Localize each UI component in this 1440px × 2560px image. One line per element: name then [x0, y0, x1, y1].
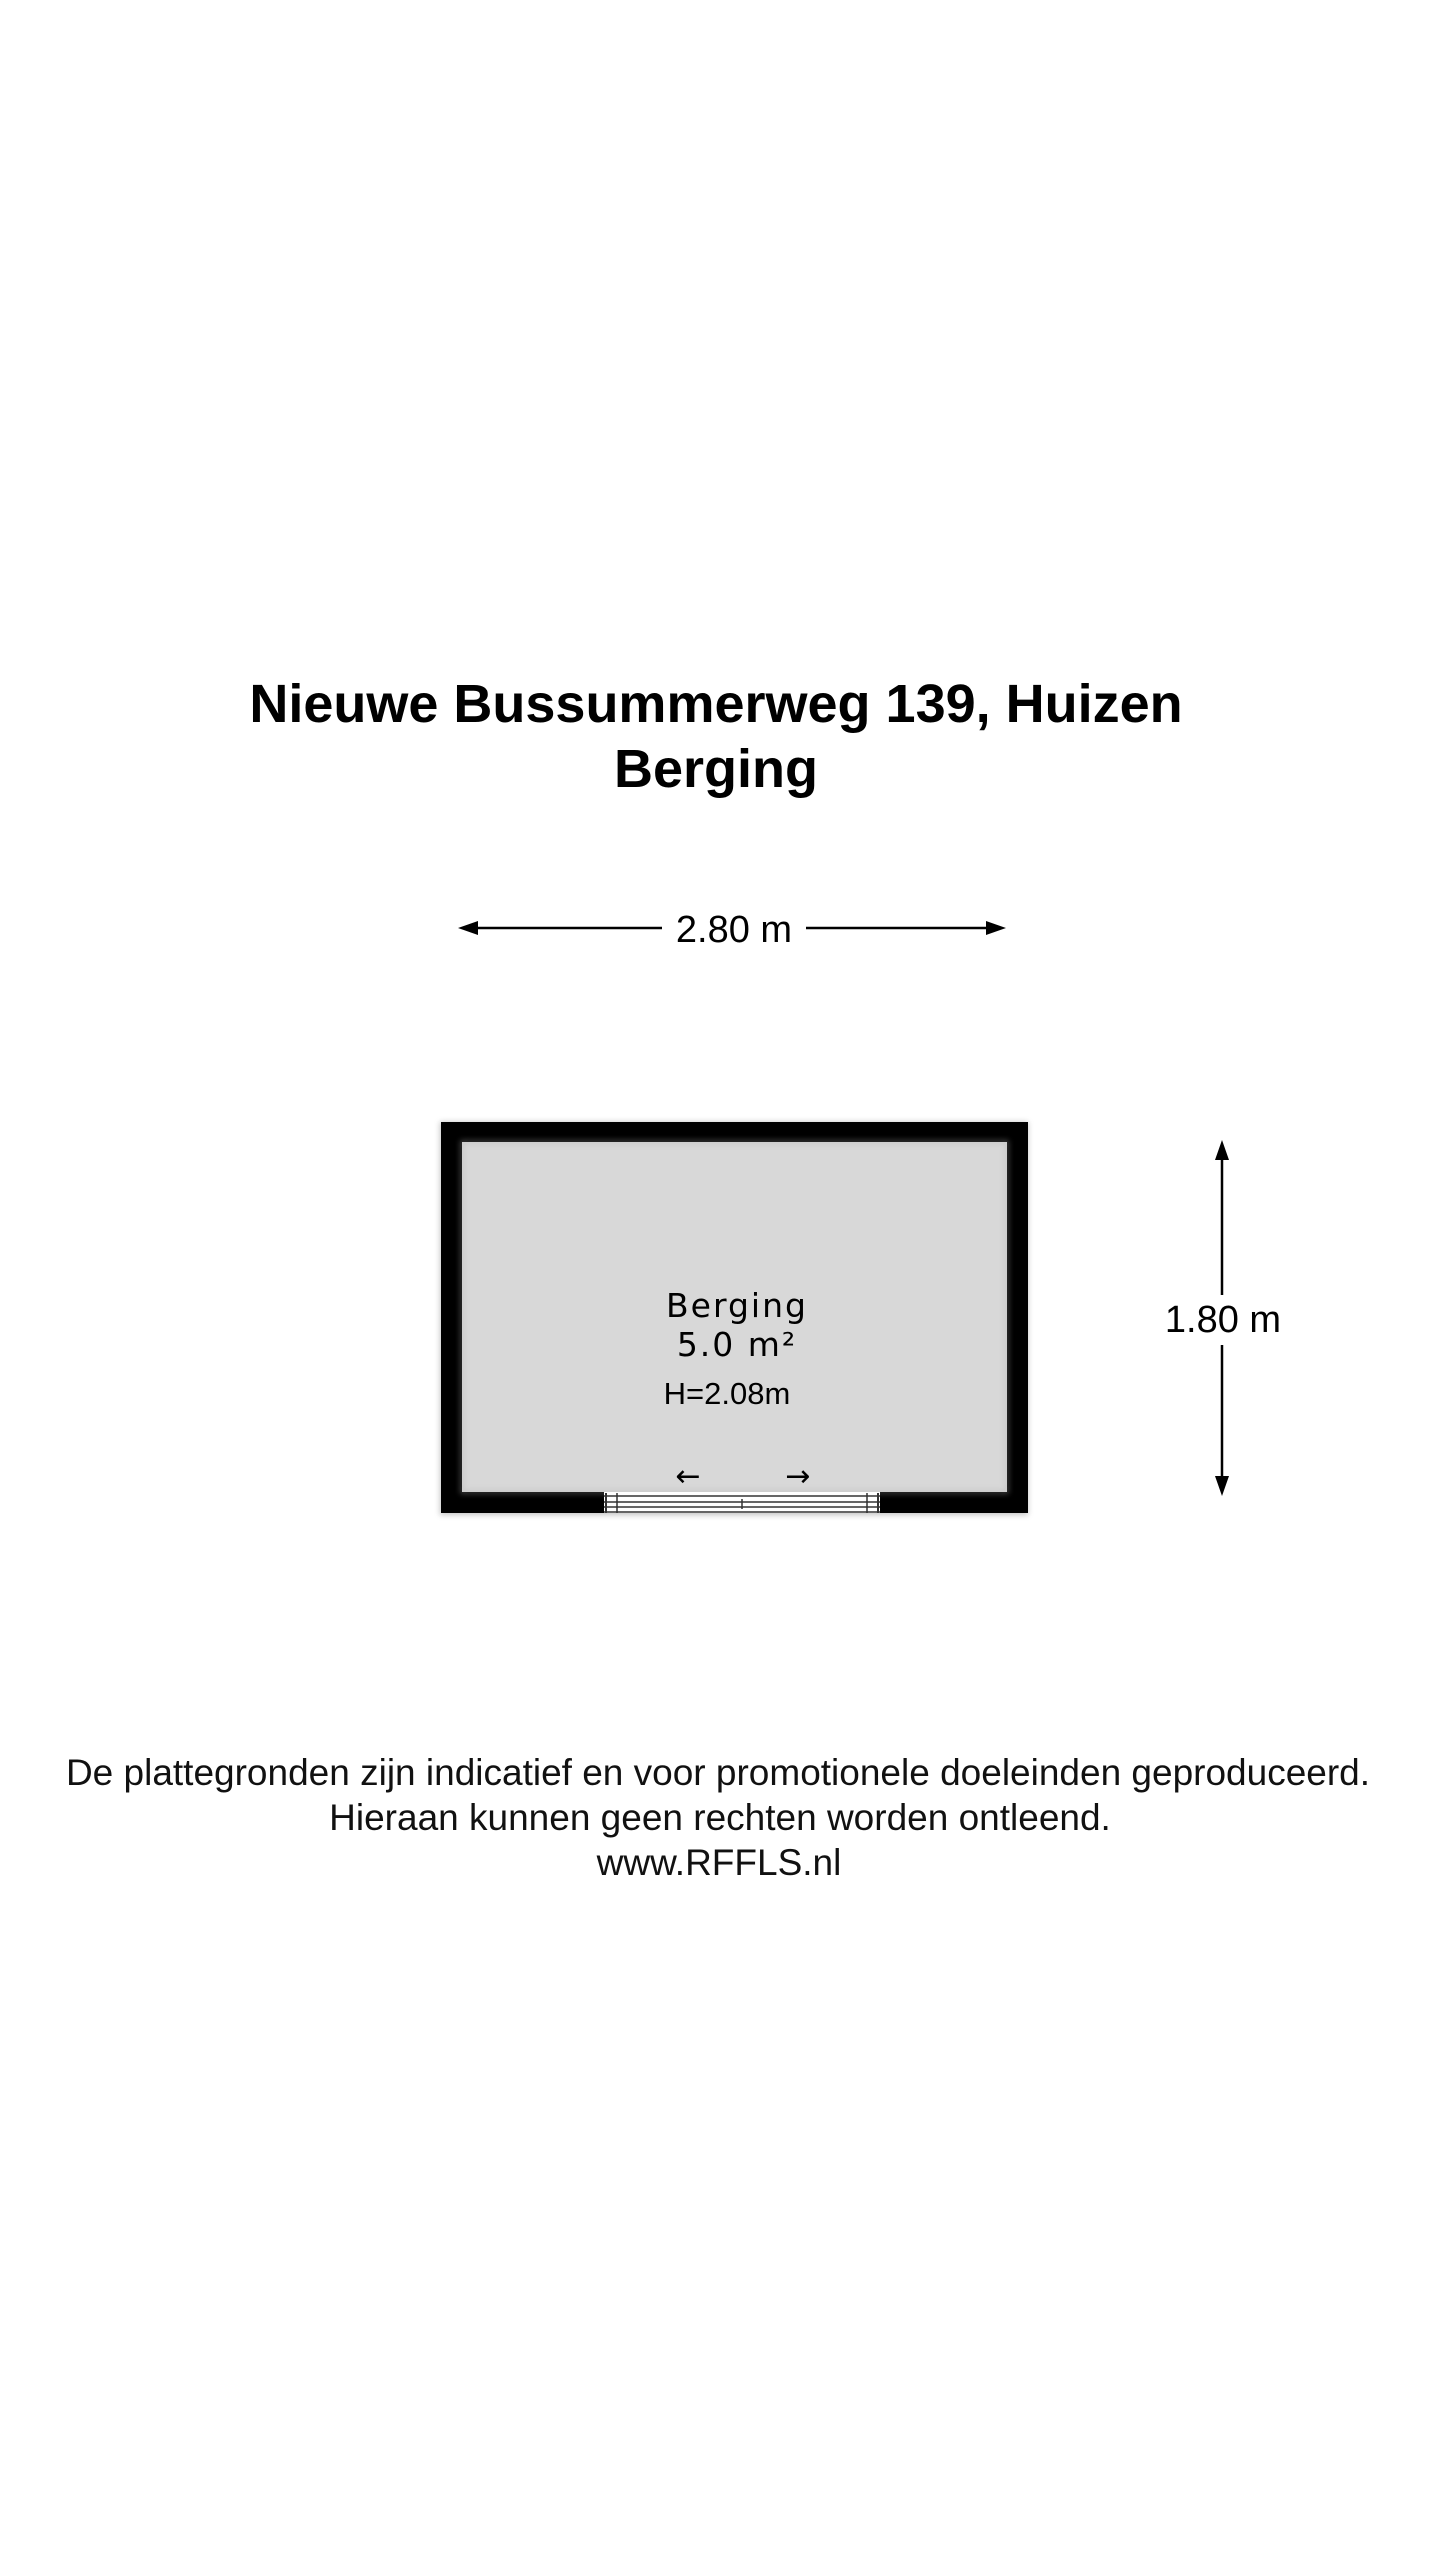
- website-url: www.RFFLS.nl: [596, 1842, 842, 1883]
- slide-arrow-right-icon: →: [785, 1459, 811, 1494]
- slide-arrow-left-icon: ←: [675, 1459, 701, 1494]
- arrowhead-left-icon: [458, 921, 478, 935]
- arrowhead-right-icon: [986, 921, 1006, 935]
- plan-title-address: Nieuwe Bussummerweg 139, Huizen: [249, 674, 1183, 734]
- room-height-label: H=2.08m: [663, 1376, 791, 1411]
- sliding-door: [604, 1492, 880, 1513]
- depth-dimension-label: 1.80 m: [1164, 1299, 1282, 1341]
- room-berging: [440, 1122, 1028, 1515]
- disclaimer-line-2: Hieraan kunnen geen rechten worden ontleend.: [329, 1797, 1111, 1838]
- room-area-label: 5.0 m²: [676, 1325, 798, 1364]
- depth-dimension: [1165, 1140, 1281, 1496]
- width-dimension: [458, 909, 1006, 951]
- arrowhead-down-icon: [1215, 1476, 1229, 1496]
- plan-title-floor: Berging: [613, 739, 818, 799]
- arrowhead-up-icon: [1215, 1140, 1229, 1160]
- disclaimer-line-1: De plattegronden zijn indicatief en voor promotionele doeleinden geproduceerd.: [65, 1752, 1371, 1793]
- width-dimension-label: 2.80 m: [675, 909, 793, 951]
- room-name-label: Berging: [666, 1286, 808, 1325]
